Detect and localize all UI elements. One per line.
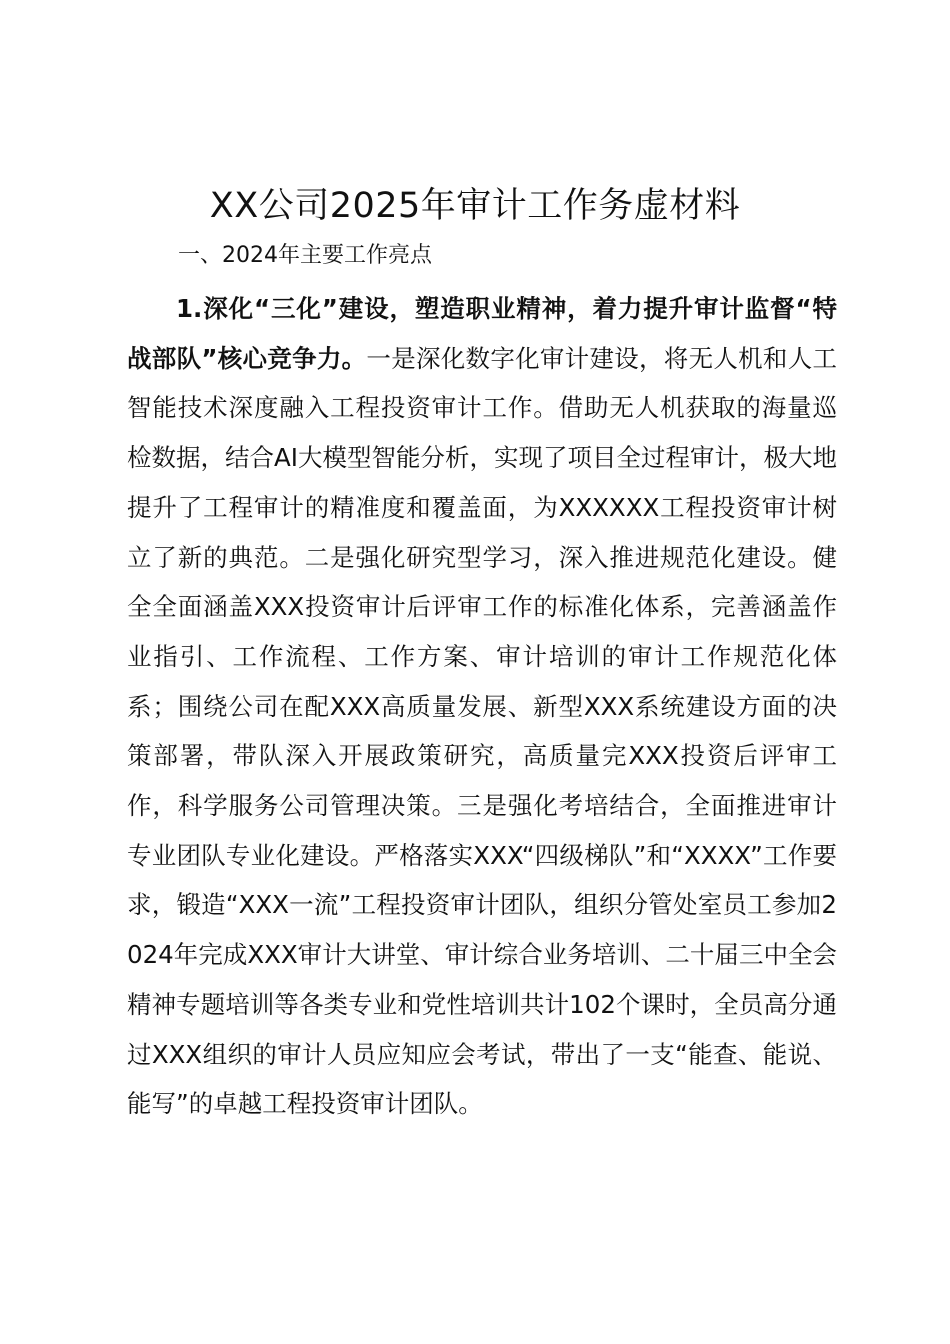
section-heading: 一、2024年主要工作亮点 [178, 243, 432, 268]
paragraph-body: 一是深化数字化审计建设，将无人机和人工智能技术深度融入工程投资审计工作。借助无人机获取的海量巡检数据，结合AI大模型智能分析，实现了项目全过程审计，极大地提升了工程审计的精准度和覆盖面，为XXXXXX工程投资审计树立了新的典范。二是强化研究型学习，深入推进规范化建设。健全全面涵盖XXX投资审计后评审工作的标准化体系，完善涵盖作业指引、工作流程、工作方案、审计培训的审计工作规范化体系；围绕公司在配XXX高质量发展、新型XXX系统建设方面的决策部署，带队深入开展政策研究，高质量完XXX投资后评审工作，科学服务公司管理决策。三是强化考培结合，全面推进审计专业团队专业化建设。严格落实XXX“四级梯队”和“XXXX”工作要求，锻造“XXX一流”工程投资审计团队，组织分管处室员工参加2024年完成XXX审计大讲堂、审计综合业务培训、二十届三中全会精神专题培训等各类专业和党性培训共计102个课时，全员高分通过XXX组织的审计人员应知应会考试，带出了一支“能查、能说、能写”的卓越工程投资审计团队。 [127, 343, 837, 1119]
document-title: XX公司2025年审计工作务虚材料 [209, 186, 741, 226]
body-paragraph [127, 284, 837, 1129]
paragraph-lead: 1.深化“三化”建设，塑造职业精神，着力提升审计监督“特战部队”核心竞争力。 [127, 294, 837, 373]
